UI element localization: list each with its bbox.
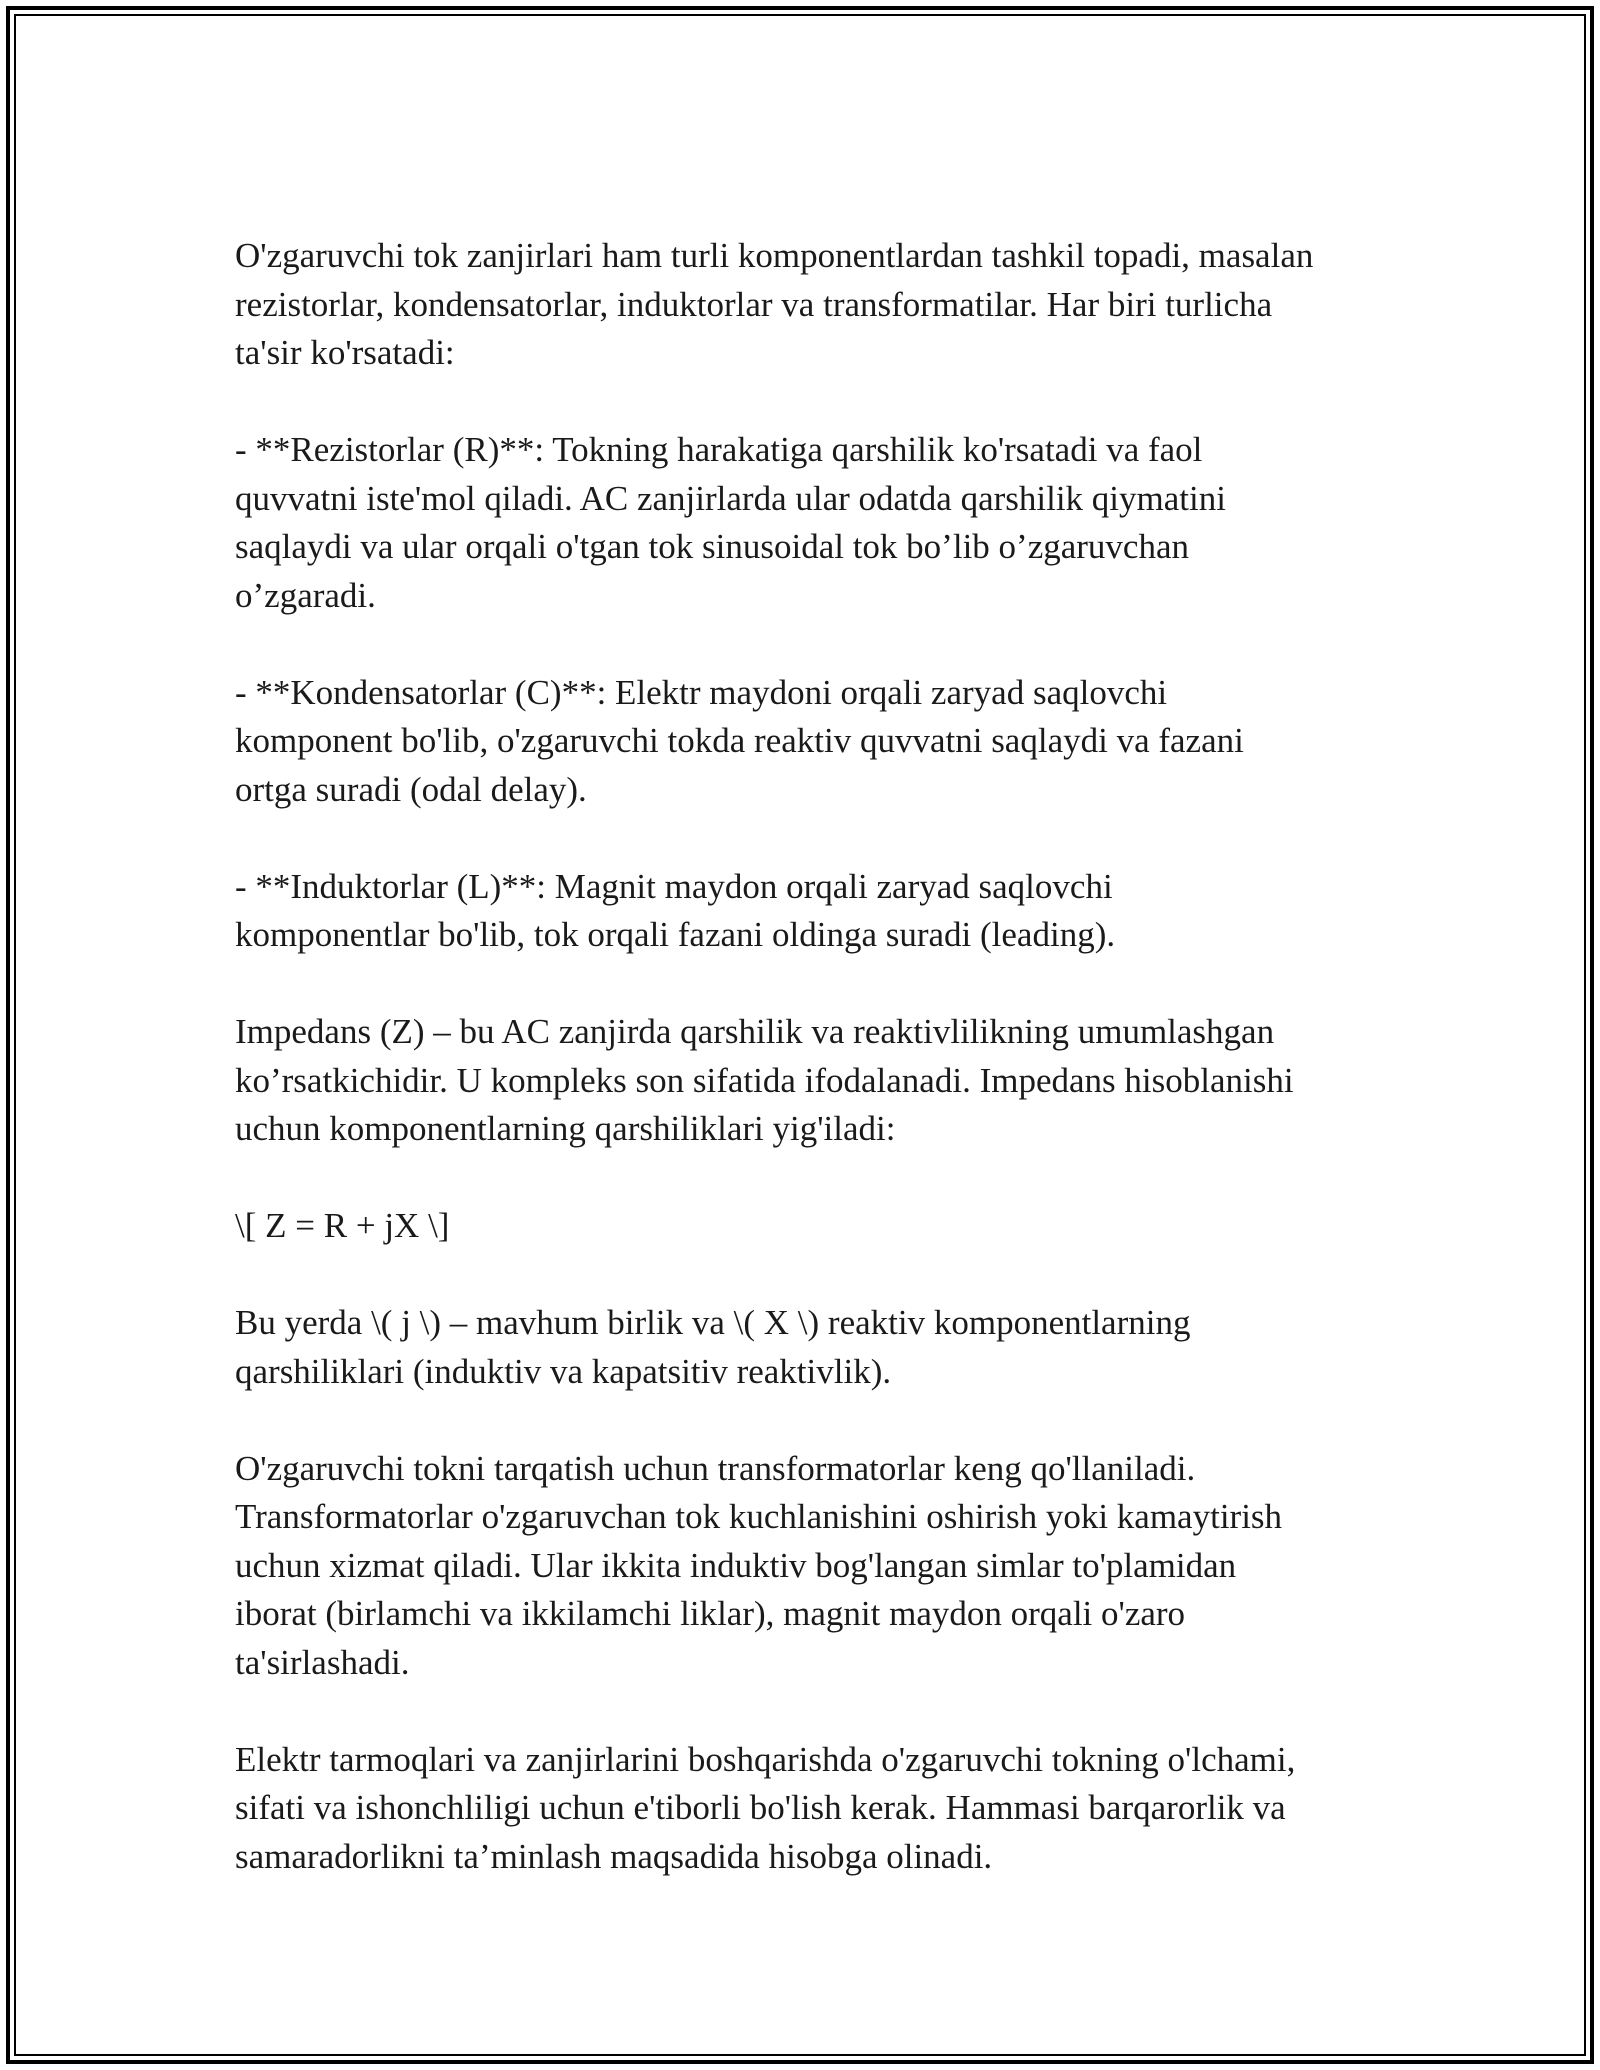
paragraph-capacitors: - **Kondensatorlar (C)**: Elektr maydoni orqali zaryad saqlovchi komponent bo'lib, o'zgaruvchi tokda reaktiv quvvatni saqlaydi va fazani ortga suradi (odal delay). xyxy=(235,672,1244,809)
document-body xyxy=(235,232,1385,1881)
paragraph-intro: O'zgaruvchi tok zanjirlari ham turli komponentlardan tashkil topadi, masalan rezistorlar, kondensatorlar, induktorlar va transformatilar. Har biri turlicha ta'sir ko'rsatadi: xyxy=(235,236,1314,372)
paragraph-transformers: O'zgaruvchi tokni tarqatish uchun transformatorlar keng qo'llaniladi. Transformatorlar o'zgaruvchan tok kuchlanishini oshirish yoki kamaytirish uchun xizmat qiladi. Ular ikkita induktiv bog'langan simlar to'plamidan iborat (birlamchi va ikkilamchi liklar), magnit maydon orqali o'zaro ta'sirlashadi. xyxy=(235,1448,1283,1682)
paragraph-resistors: - **Rezistorlar (R)**: Tokning harakatiga qarshilik ko'rsatadi va faol quvvatni iste'mol qiladi. AC zanjirlarda ular odatda qarshilik qiymatini saqlaydi va ular orqali o'tgan tok sinusoidal tok bo’lib o’zgaruvchan o’zgaradi. xyxy=(235,430,1226,615)
paragraph-formula: \[ Z = R + jX \] xyxy=(235,1206,450,1245)
paragraph-impedance: Impedans (Z) – bu AC zanjirda qarshilik va reaktivlilikning umumlashgan ko’rsatkichidir. U kompleks son sifatida ifodalanadi. Impedans hisoblanishi uchun komponentlarning qarshiliklari yig'iladi: xyxy=(235,1012,1294,1148)
paragraph-inductors: - **Induktorlar (L)**: Magnit maydon orqali zaryad saqlovchi komponentlar bo'lib, tok orqali fazani oldinga suradi (leading). xyxy=(235,866,1116,954)
paragraph-formula-explanation: Bu yerda \( j \) – mavhum birlik va \( X \) reaktiv komponentlarning qarshiliklari (induktiv va kapatsitiv reaktivlik). xyxy=(235,1303,1191,1391)
paragraph-conclusion: Elektr tarmoqlari va zanjirlarini boshqarishda o'zgaruvchi tokning o'lchami, sifati va ishonchliligi uchun e'tiborli bo'lish kerak. Hammasi barqarorlik va samaradorlikni ta’minlash maqsadida hisobga olinadi. xyxy=(235,1739,1296,1876)
